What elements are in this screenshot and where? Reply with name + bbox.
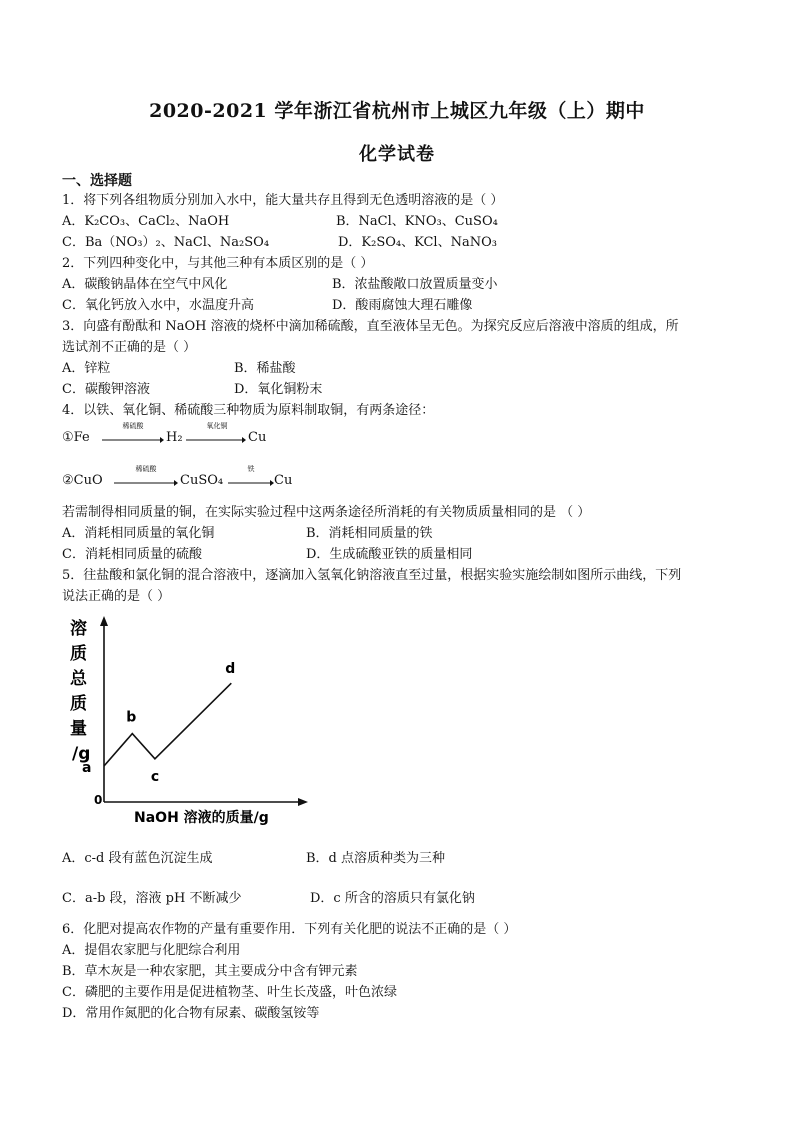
route2-arrow2-label: 铁 xyxy=(247,465,255,473)
origin-label: 0 xyxy=(94,793,103,807)
q5-option-d: D．c 所含的溶质只有氯化钠 xyxy=(310,891,475,906)
route1-start: ①Fe xyxy=(62,430,90,445)
route2-arrow1-label: 稀硫酸 xyxy=(135,465,157,473)
q4-option-d: D．生成硫酸亚铁的质量相同 xyxy=(306,547,473,562)
q4-route-2 xyxy=(62,465,462,495)
point-label-c: c xyxy=(150,768,160,785)
route1-mid: H₂ xyxy=(166,430,183,445)
route1-arrow1-label: 稀硫酸 xyxy=(122,422,144,430)
q5-stem-line1: 5．往盐酸和氯化铜的混合溶液中，逐滴加入氢氧化钠溶液直至过量，根据实验实施绘制如图所示曲线，下列 xyxy=(62,568,682,583)
route1-arrow1-icon xyxy=(102,430,164,450)
q5-option-c: C．a-b 段，溶液 pH 不断减少 xyxy=(62,891,242,906)
route2-mid: CuSO₄ xyxy=(180,473,224,488)
q4-stem: 4．以铁、氧化铜、稀硫酸三种物质为原料制取铜，有两条途径： xyxy=(62,403,435,418)
q4-route-1 xyxy=(62,422,462,452)
y-axis-label-char: 量 xyxy=(70,719,87,739)
q1-option-a: A．K₂CO₃、CaCl₂、NaOH xyxy=(62,214,230,229)
q5-chart xyxy=(62,612,312,834)
q2-option-b: B．浓盐酸敞口放置质量变小 xyxy=(332,277,498,292)
route1-arrow2-label: 氧化铜 xyxy=(206,422,228,430)
q6-option-c: C．磷肥的主要作用是促进植物茎、叶生长茂盛，叶色浓绿 xyxy=(62,985,397,1000)
point-label-group xyxy=(82,661,235,785)
point-label-a: a xyxy=(82,760,92,776)
route2-arrow1-icon xyxy=(114,473,178,493)
x-axis-arrow-icon xyxy=(298,798,308,806)
y-axis-arrow-icon xyxy=(100,616,108,626)
q3-stem-line2: 选试剂不正确的是（ ） xyxy=(62,340,197,355)
section-heading: 一、选择题 xyxy=(62,173,132,189)
exam-title: 2020-2021 学年浙江省杭州市上城区九年级（上）期中 xyxy=(149,100,645,122)
q4-option-b: B．消耗相同质量的铁 xyxy=(306,526,433,541)
x-axis-label: NaOH 溶液的质量/g xyxy=(134,810,269,826)
q2-option-c: C．氧化钙放入水中，水温度升高 xyxy=(62,298,254,313)
q1-option-d: D．K₂SO₄、KCl、NaNO₃ xyxy=(338,235,497,250)
q2-option-a: A．碳酸钠晶体在空气中风化 xyxy=(62,277,228,292)
q3-option-c: C．碳酸钾溶液 xyxy=(62,382,150,397)
q6-stem: 6．化肥对提高农作物的产量有重要作用．下列有关化肥的说法不正确的是（ ） xyxy=(62,922,517,937)
q6-option-d: D．常用作氮肥的化合物有尿素、碳酸氢铵等 xyxy=(62,1006,320,1021)
q3-option-b: B．稀盐酸 xyxy=(234,361,296,376)
q6-option-a: A．提倡农家肥与化肥综合利用 xyxy=(62,943,241,958)
y-axis-label-char: 质 xyxy=(70,694,87,714)
route2-end: Cu xyxy=(274,473,293,488)
y-axis-label-group xyxy=(70,618,90,764)
q5-option-a: A．c-d 段有蓝色沉淀生成 xyxy=(62,851,213,866)
q5-stem-line2: 说法正确的是（ ） xyxy=(62,589,171,604)
q4-option-a: A．消耗相同质量的氧化铜 xyxy=(62,526,215,541)
y-axis-label-char: 总 xyxy=(70,669,87,689)
q1-option-c: C．Ba（NO₃）₂、NaCl、Na₂SO₄ xyxy=(62,235,270,250)
q2-stem: 2．下列四种变化中，与其他三种有本质区别的是（ ） xyxy=(62,256,374,271)
q5-option-b: B．d 点溶质种类为三种 xyxy=(306,851,446,866)
exam-subtitle: 化学试卷 xyxy=(359,144,435,165)
point-label-d: d xyxy=(225,661,236,678)
q3-stem-line1: 3．向盛有酚酞和 NaOH 溶液的烧杯中滴加稀硫酸，直至液体呈无色。为探究反应后溶液中溶质的组成，所 xyxy=(62,319,679,334)
route1-arrow2-icon xyxy=(186,430,248,450)
q3-option-a: A．锌粒 xyxy=(62,361,111,376)
q1-stem: 1．将下列各组物质分别加入水中，能大量共存且得到无色透明溶液的是（ ） xyxy=(62,193,504,208)
q6-option-b: B．草木灰是一种农家肥，其主要成分中含有钾元素 xyxy=(62,964,358,979)
y-axis-label-char: /g xyxy=(72,744,91,764)
data-line xyxy=(104,683,231,766)
point-label-b: b xyxy=(126,709,137,726)
q4-option-c: C．消耗相同质量的硫酸 xyxy=(62,547,202,562)
q2-option-d: D．酸雨腐蚀大理石雕像 xyxy=(332,298,473,313)
q4-stem-2: 若需制得相同质量的铜，在实际实验过程中这两条途径所消耗的有关物质质量相同的是 （ ） xyxy=(62,505,591,520)
q1-option-b: B．NaCl、KNO₃、CuSO₄ xyxy=(336,214,498,229)
y-axis-label-char: 溶 xyxy=(70,619,87,639)
q5-chart-svg xyxy=(62,612,312,834)
y-axis-label-char: 质 xyxy=(70,644,87,664)
q3-option-d: D．氧化铜粉末 xyxy=(234,382,323,397)
route2-start: ②CuO xyxy=(62,473,103,488)
route1-end: Cu xyxy=(248,430,267,445)
route2-arrow2-icon xyxy=(228,473,274,493)
